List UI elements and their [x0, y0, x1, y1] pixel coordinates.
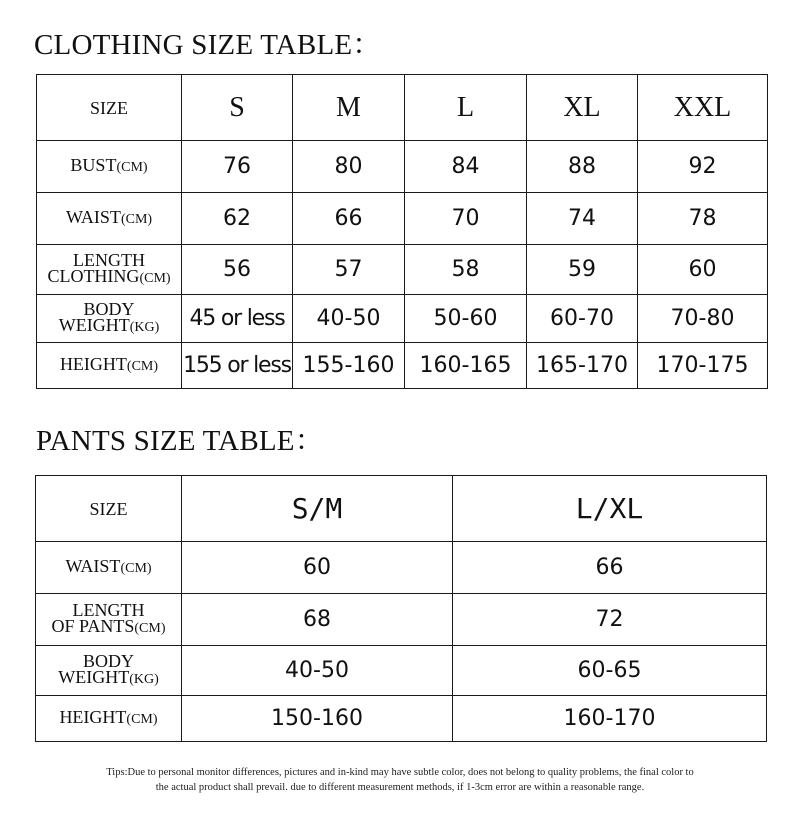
size-lxl-header: L/XL	[453, 476, 767, 542]
table-cell: 74	[527, 193, 638, 245]
size-sm-header: S/M	[182, 476, 453, 542]
tips-line: the actual product shall prevail. due to different measurement methods, if 1-3cm error are within a reasonable range.	[155, 782, 645, 793]
tips-line: Tips:Due to personal monitor differences, pictures and in-kind may have subtle color, does not belong to quality problems, the final color to	[106, 767, 694, 778]
table-cell: 80	[293, 141, 405, 193]
table-cell: 60	[638, 245, 768, 295]
table-row	[37, 245, 768, 295]
table-cell: 160-170	[453, 696, 767, 742]
table-cell: 70	[405, 193, 527, 245]
row-label-body-weight: BODY WEIGHT(KG)	[37, 295, 182, 343]
table-row	[36, 542, 767, 594]
table-cell: 150-160	[182, 696, 453, 742]
size-header-cell: SIZE	[37, 75, 182, 141]
table-row	[37, 343, 768, 389]
table-cell: 76	[182, 141, 293, 193]
row-label-waist: WAIST(CM)	[36, 542, 182, 594]
pants-size-table-title: PANTS SIZE TABLE：	[36, 425, 324, 457]
table-cell: 59	[527, 245, 638, 295]
clothing-size-table	[36, 74, 768, 389]
row-label-body-weight: BODY WEIGHT(KG)	[36, 646, 182, 696]
table-cell: 58	[405, 245, 527, 295]
table-row	[36, 696, 767, 742]
table-cell: 57	[293, 245, 405, 295]
size-m-header: M	[293, 75, 405, 141]
size-header-cell: SIZE	[36, 476, 182, 542]
row-label-height: HEIGHT(CM)	[36, 696, 182, 742]
row-label-bust: BUST(CM)	[37, 141, 182, 193]
table-cell: 60-65	[453, 646, 767, 696]
table-cell: 50-60	[405, 295, 527, 343]
tips-note	[30, 765, 770, 795]
table-cell: 68	[182, 594, 453, 646]
row-label-height: HEIGHT(CM)	[37, 343, 182, 389]
table-cell: 60	[182, 542, 453, 594]
size-l-header: L	[405, 75, 527, 141]
row-label-waist: WAIST(CM)	[37, 193, 182, 245]
table-cell: 72	[453, 594, 767, 646]
table-cell: 92	[638, 141, 768, 193]
table-row	[36, 476, 767, 542]
size-xxl-header: XXL	[638, 75, 768, 141]
size-xl-header: XL	[527, 75, 638, 141]
table-row	[36, 646, 767, 696]
table-cell: 170-175	[638, 343, 768, 389]
row-label-length-of-pants: LENGTH OF PANTS(CM)	[36, 594, 182, 646]
clothing-size-table-title: CLOTHING SIZE TABLE：	[34, 29, 382, 61]
table-row	[36, 594, 767, 646]
table-cell: 155-160	[293, 343, 405, 389]
table-cell: 60-70	[527, 295, 638, 343]
table-cell: 62	[182, 193, 293, 245]
size-s-header: S	[182, 75, 293, 141]
table-row	[37, 75, 768, 141]
table-cell: 88	[527, 141, 638, 193]
pants-size-table	[35, 475, 767, 742]
table-cell: 78	[638, 193, 768, 245]
table-cell: 66	[293, 193, 405, 245]
table-cell: 155 or less	[182, 343, 293, 389]
table-cell: 56	[182, 245, 293, 295]
table-row	[37, 141, 768, 193]
table-cell: 84	[405, 141, 527, 193]
table-cell: 40-50	[293, 295, 405, 343]
row-label-length-clothing: LENGTH CLOTHING(CM)	[37, 245, 182, 295]
table-cell: 70-80	[638, 295, 768, 343]
table-cell: 160-165	[405, 343, 527, 389]
table-cell: 45 or less	[182, 295, 293, 343]
table-row	[37, 295, 768, 343]
table-cell: 66	[453, 542, 767, 594]
table-cell: 165-170	[527, 343, 638, 389]
table-cell: 40-50	[182, 646, 453, 696]
table-row	[37, 193, 768, 245]
